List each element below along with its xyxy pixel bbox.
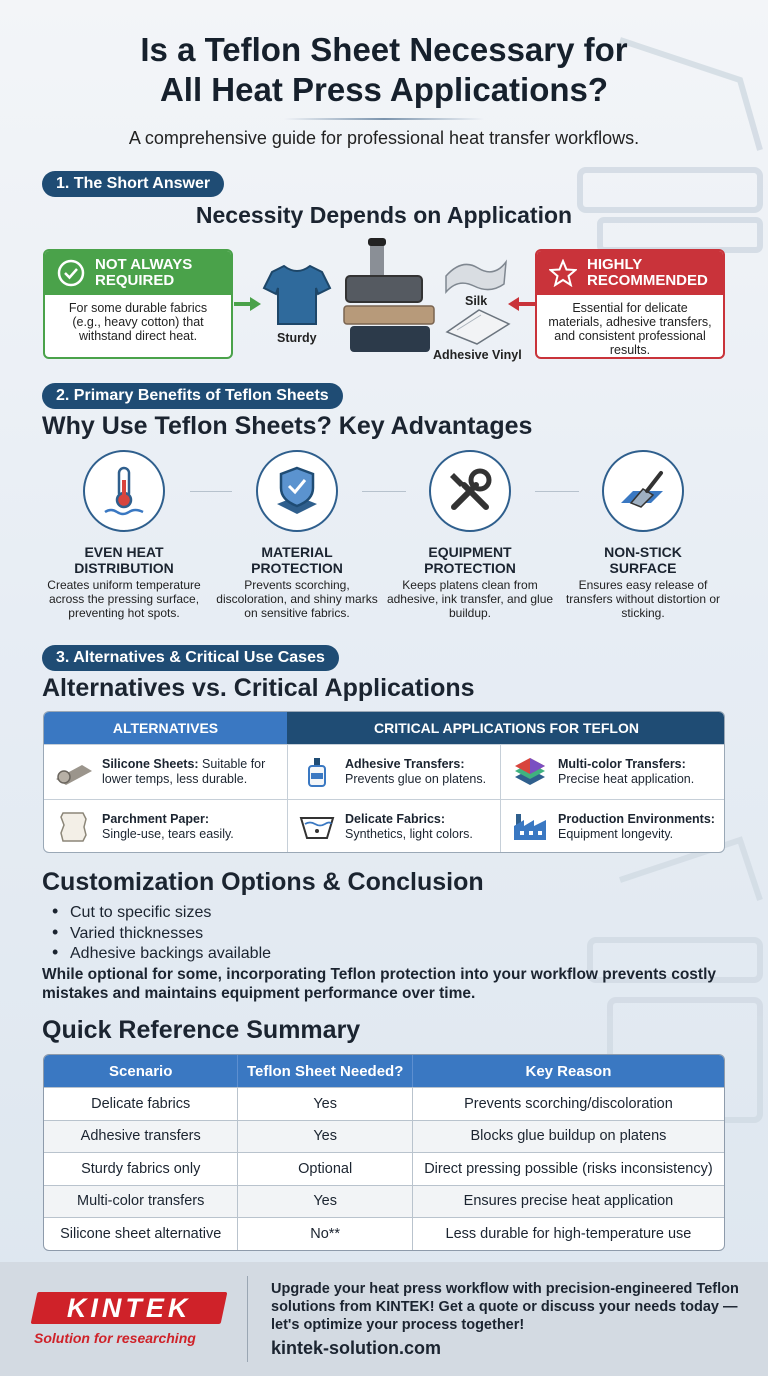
table-cell: Sturdy fabrics only [81, 1160, 201, 1177]
table-cell: Prevents scorching/discoloration [412, 1088, 724, 1120]
heat-press-icon [340, 236, 436, 360]
adv-title-1: EQUIPMENT [428, 544, 512, 560]
critical-applications-header: CRITICAL APPLICATIONS FOR TEFLON [287, 712, 725, 744]
table-cell: No** [237, 1218, 411, 1250]
adv-desc: Ensures easy release of transfers without distortion or sticking. [565, 578, 721, 620]
section-2-heading: Why Use Teflon Sheets? Key Advantages [42, 412, 533, 440]
logo-tagline: Solution for researching [34, 1330, 196, 1346]
arrow-left-icon [507, 296, 535, 312]
wash-basin-icon [299, 814, 335, 840]
column-header: Key Reason [412, 1055, 724, 1087]
left-box-body: For some durable fabrics (e.g., heavy cotton) that withstand direct heat. [68, 301, 208, 343]
spatula-icon [617, 465, 669, 517]
alt-cell-adhesive [287, 744, 500, 798]
quick-reference-table [43, 1054, 725, 1251]
tools-icon [444, 465, 496, 517]
section-1-heading: Necessity Depends on Application [195, 202, 573, 228]
title-line-2: All Heat Press Applications? [159, 71, 609, 108]
glue-bottle-icon [305, 756, 329, 788]
check-circle-icon [57, 259, 85, 287]
silicone-roll-icon [54, 759, 94, 785]
adv-title-2: PROTECTION [424, 560, 516, 576]
cell-text: Suitable for lower temps, less durable. [102, 756, 266, 786]
section-1-pill: 1. The Short Answer [42, 171, 224, 197]
adv-title-1: NON-STICK [604, 544, 682, 560]
thermometer-icon [99, 464, 149, 518]
column-header: Scenario [109, 1062, 173, 1080]
advantage-equipment-protection [380, 450, 560, 620]
adv-desc: Creates uniform temperature across the pressing surface, preventing hot spots. [47, 578, 201, 620]
shield-icon [271, 464, 323, 518]
list-item: • Cut to specific sizes [52, 902, 271, 923]
table-cell: Adhesive transfers [80, 1128, 201, 1145]
table-cell: Direct pressing possible (risks inconsistency) [412, 1153, 724, 1185]
kintek-logo[interactable] [31, 1292, 228, 1324]
table-cell: Optional [237, 1153, 411, 1185]
table-row [44, 1120, 724, 1153]
cell-text: Synthetics, light colors. [345, 826, 473, 841]
title-divider [284, 118, 484, 120]
table-cell: Delicate fabrics [91, 1095, 191, 1112]
footer-divider [247, 1276, 248, 1362]
table-row [44, 1185, 724, 1218]
adv-desc: Prevents scorching, discoloration, and shiny marks on sensitive fabrics. [216, 578, 378, 620]
cell-text: Equipment longevity. [558, 826, 674, 841]
table-cell: Yes [237, 1088, 411, 1120]
adv-title-2: PROTECTION [251, 560, 343, 576]
cell-bold: Silicone Sheets: [102, 756, 199, 771]
parchment-icon [59, 811, 89, 843]
alt-cell-parchment [44, 799, 287, 853]
right-box-title-1: HIGHLY [587, 256, 643, 273]
advantage-material-protection [207, 450, 387, 620]
cell-text: Single-use, tears easily. [102, 826, 234, 841]
right-box-body: Essential for delicate materials, adhesive transfers, and consistent professional results. [548, 301, 712, 357]
conclusion-text: While optional for some, incorporating Teflon protection into your workflow prevents costly mistakes and maintains equipment performance over time. [42, 966, 717, 1002]
table-cell: Yes [237, 1121, 411, 1153]
adhesive-vinyl-icon [443, 306, 513, 346]
cell-bold: Parchment Paper: [102, 811, 209, 826]
table-cell: Silicone sheet alternative [60, 1225, 222, 1242]
website-link[interactable]: kintek-solution.com [271, 1338, 442, 1358]
alt-cell-delicate [287, 799, 500, 853]
adv-title-1: MATERIAL [261, 544, 333, 560]
advantage-non-stick [553, 450, 733, 620]
cell-bold: Production Environments: [558, 811, 715, 826]
table-cell: Blocks glue buildup on platens [412, 1121, 724, 1153]
table-row [44, 1152, 724, 1185]
section-2-pill: 2. Primary Benefits of Teflon Sheets [42, 383, 343, 409]
not-always-required-box [43, 249, 233, 359]
left-box-title-1: NOT ALWAYS [95, 256, 193, 273]
customization-list [52, 902, 271, 964]
factory-icon [512, 812, 548, 842]
adhesive-vinyl-label: Adhesive Vinyl [433, 348, 522, 362]
customization-heading: Customization Options & Conclusion [42, 868, 484, 896]
silk-label: Silk [465, 294, 488, 308]
page-title [0, 30, 768, 110]
adv-title-2: DISTRIBUTION [74, 560, 174, 576]
cell-text: Prevents glue on platens. [345, 771, 487, 786]
star-icon [549, 259, 577, 287]
left-box-title-2: REQUIRED [95, 272, 175, 289]
title-line-1: Is a Teflon Sheet Necessary for [140, 31, 628, 68]
list-item: • Adhesive backings available [52, 943, 271, 964]
alternatives-table [43, 711, 725, 853]
color-layers-icon [513, 757, 547, 787]
table-cell: Yes [237, 1186, 411, 1218]
table-row [44, 1217, 724, 1250]
sturdy-label: Sturdy [277, 331, 317, 345]
silk-fabric-icon [442, 256, 510, 296]
advantage-even-heat [34, 450, 214, 620]
adv-desc: Keeps platens clean from adhesive, ink transfer, and glue buildup. [386, 578, 554, 620]
alt-cell-production [500, 799, 725, 853]
cell-bold: Multi-color Transfers: [558, 756, 686, 771]
table-cell: Multi-color transfers [77, 1193, 205, 1210]
cell-bold: Delicate Fabrics: [345, 811, 446, 826]
cell-bold: Adhesive Transfers: [345, 756, 465, 771]
table-cell: Less durable for high-temperature use [412, 1218, 724, 1250]
adv-title-2: SURFACE [609, 560, 677, 576]
column-header: Teflon Sheet Needed? [237, 1055, 411, 1087]
alt-cell-multicolor [500, 744, 725, 798]
logo-text: KINTEK [66, 1292, 192, 1323]
section-3-pill: 3. Alternatives & Critical Use Cases [42, 645, 339, 671]
quick-reference-heading: Quick Reference Summary [42, 1016, 361, 1044]
adv-title-1: EVEN HEAT [84, 544, 164, 560]
highly-recommended-box [535, 249, 725, 359]
table-row [44, 1087, 724, 1120]
right-box-title-2: RECOMMENDED [587, 272, 708, 289]
cell-text: Precise heat application. [558, 771, 695, 786]
alt-cell-silicone [44, 744, 287, 798]
table-cell: Ensures precise heat application [412, 1186, 724, 1218]
tshirt-icon [262, 262, 332, 328]
page-subtitle: A comprehensive guide for professional heat transfer workflows. [128, 128, 640, 148]
table-header-row [44, 1055, 724, 1087]
list-item: • Varied thicknesses [52, 923, 271, 944]
arrow-right-icon [234, 296, 262, 312]
footer-cta: Upgrade your heat press workflow with precision-engineered Teflon solutions from KINTEK! Get a quote or discuss your needs today — let's optimize your process together! [271, 1281, 739, 1333]
section-3-heading: Alternatives vs. Critical Applications [42, 674, 475, 702]
alternatives-header: ALTERNATIVES [44, 712, 287, 744]
